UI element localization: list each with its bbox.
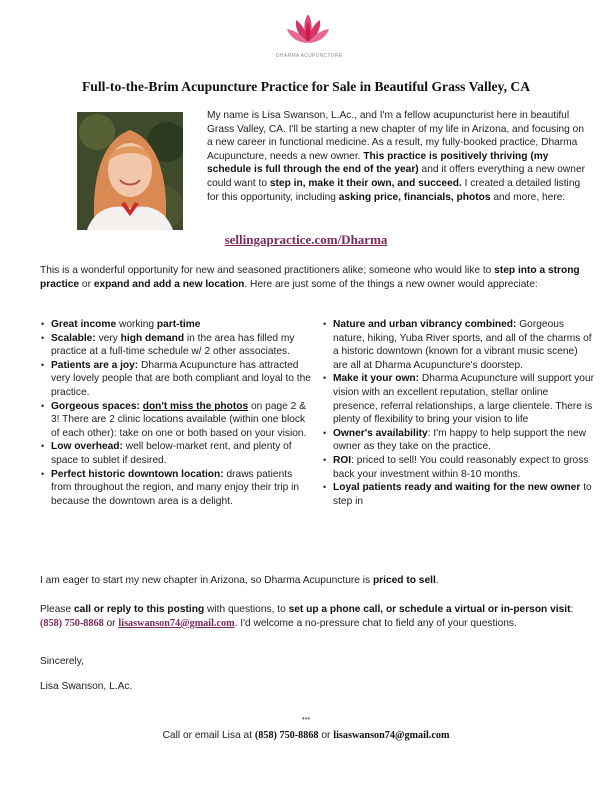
item-text: very: [95, 332, 121, 344]
intro-text: and it offers everything a new owner could want to: [207, 164, 586, 189]
item-bold: Make it your own:: [333, 373, 420, 385]
intro-text: and more, here:: [490, 191, 566, 203]
separator: ***: [301, 717, 311, 724]
item-bold: ROI: [333, 454, 352, 466]
opportunity-paragraph: [40, 264, 580, 291]
signature: Lisa Swanson, L.Ac.: [40, 681, 133, 692]
item-text: working: [116, 319, 157, 330]
para-text: or: [79, 278, 94, 290]
list-item: [41, 440, 311, 467]
item-text: draws patients from throughout the region, and many enjoy their trip in because the downtown area is a delight.: [51, 468, 300, 507]
item-bold: Perfect historic downtown location:: [51, 468, 224, 480]
list-item: [323, 454, 595, 481]
item-text: well below-market rent, and plenty of space to sublet if desired.: [51, 441, 292, 466]
item-text: Dharma Acupuncture will support your vision with an excellent reputation, stellar online presence, referral relationships, a large clientele. There is plenty of flexibility to bring your vision to life: [333, 373, 595, 426]
intro-text: My name is Lisa Swanson, L.Ac., and I'm a fellow acupuncturist here in beautiful Grass Valley, CA. I'll be starting a new chapter of my life in Arizona, and focusing on a new career in functional medicine. As a result, my fully-booked practice, Dharma Acupuncture, needs a new owner.: [207, 110, 584, 162]
logo: [276, 12, 343, 64]
para-text: Please: [40, 604, 74, 615]
footer-phone[interactable]: (858) 750-8868: [254, 730, 319, 741]
intro-text: I created a detailed listing for this opportunity, including: [207, 177, 581, 203]
item-text: : I'm happy to help support the new owner as they take on the practice.: [333, 427, 586, 453]
contact-paragraph: [40, 603, 580, 630]
item-text: in the area has filled my practice at a full-time schedule w/ 2 other associates.: [51, 332, 295, 358]
item-bold: Nature and urban vibrancy combined:: [333, 319, 517, 330]
logo-brand-text: DHARMA ACUPUNCTURE: [276, 53, 343, 59]
para-text: .: [435, 575, 439, 586]
para-text: :: [570, 604, 574, 615]
item-bold: part-time: [156, 319, 201, 330]
item-bold: Low overhead:: [51, 441, 123, 453]
photos-callout: don't miss the photos: [142, 400, 249, 412]
footer-text: Call or email Lisa at: [162, 730, 255, 741]
list-item: [323, 318, 595, 372]
list-item: [323, 427, 595, 454]
item-text: : priced to sell! You could reasonably expect to gross back your investment within 8-10 months.: [333, 454, 589, 480]
item-bold: Scalable:: [51, 332, 96, 344]
benefits-list-right: [323, 318, 595, 508]
item-bold: Loyal patients ready and waiting for the new owner: [333, 482, 581, 494]
email-link[interactable]: lisaswanson74@gmail.com: [118, 617, 235, 629]
item-text: Dharma Acupuncture has attracted very lovely people that are both compliant and loyal to the practice.: [51, 359, 311, 398]
para-text: . I'd welcome a no-pressure chat to field any of your questions.: [234, 617, 517, 629]
phone-link[interactable]: (858) 750-8868: [40, 617, 104, 629]
list-item: [323, 372, 595, 426]
benefits-list-left: [41, 318, 311, 508]
para-text: . Here are just some of the things a new owner would appreciate:: [244, 278, 538, 290]
list-item: [41, 468, 311, 509]
portrait-photo: [77, 112, 183, 230]
pricing-paragraph: [40, 574, 580, 588]
list-item: [41, 359, 311, 400]
list-item: [323, 481, 595, 508]
para-text: I am eager to start my new chapter in Arizona, so Dharma Acupuncture is: [40, 575, 373, 586]
item-text: Gorgeous nature, hiking, Yuba River sports, and all of the charms of a historic downtown (known for a vibrant music scene) are all at Dharma Acupuncture's doorstep.: [333, 319, 592, 371]
para-text: or: [103, 617, 119, 629]
list-item: [41, 332, 311, 359]
closing: Sincerely,: [40, 656, 84, 667]
para-bold: step into a strong practice: [40, 265, 580, 290]
item-bold: Patients are a joy:: [51, 359, 139, 371]
item-text: to step in: [333, 482, 592, 507]
footer-contact: [0, 729, 612, 743]
intro-bold: This practice is positively thriving (my schedule is full through the end of the year): [207, 150, 549, 176]
item-bold: Gorgeous spaces:: [51, 400, 140, 412]
item-bold: Owner's availability: [333, 427, 428, 439]
list-item: [41, 400, 311, 441]
intro-paragraph: [207, 109, 587, 204]
para-bold: expand and add a new location: [93, 278, 245, 290]
intro-bold: step in, make it their own, and succeed.: [269, 177, 462, 189]
para-text: with questions, to: [204, 604, 289, 615]
para-text: This is a wonderful opportunity for new and seasoned practitioners alike; someone who would like to: [40, 265, 495, 276]
item-bold: high demand: [120, 332, 185, 344]
item-text: on page 2 & 3! There are 2 clinic locations available (within one block of each other): take on one or both based on your vision.: [51, 400, 307, 439]
item-bold: Great income: [51, 319, 117, 330]
list-item: [41, 318, 311, 332]
para-bold: set up a phone call, or schedule a virtual or in-person visit: [288, 604, 571, 615]
lotus-icon: [285, 12, 331, 48]
para-bold: call or reply to this posting: [73, 604, 205, 615]
footer-text: or: [318, 730, 334, 741]
listing-link[interactable]: sellingapractice.com/Dharma: [224, 232, 388, 247]
para-bold: priced to sell: [372, 575, 436, 586]
footer-email[interactable]: lisaswanson74@gmail.com: [333, 730, 450, 741]
intro-bold: asking price, financials, photos: [338, 191, 491, 203]
page-title: Full-to-the-Brim Acupuncture Practice for Sale in Beautiful Grass Valley, CA: [81, 79, 531, 94]
